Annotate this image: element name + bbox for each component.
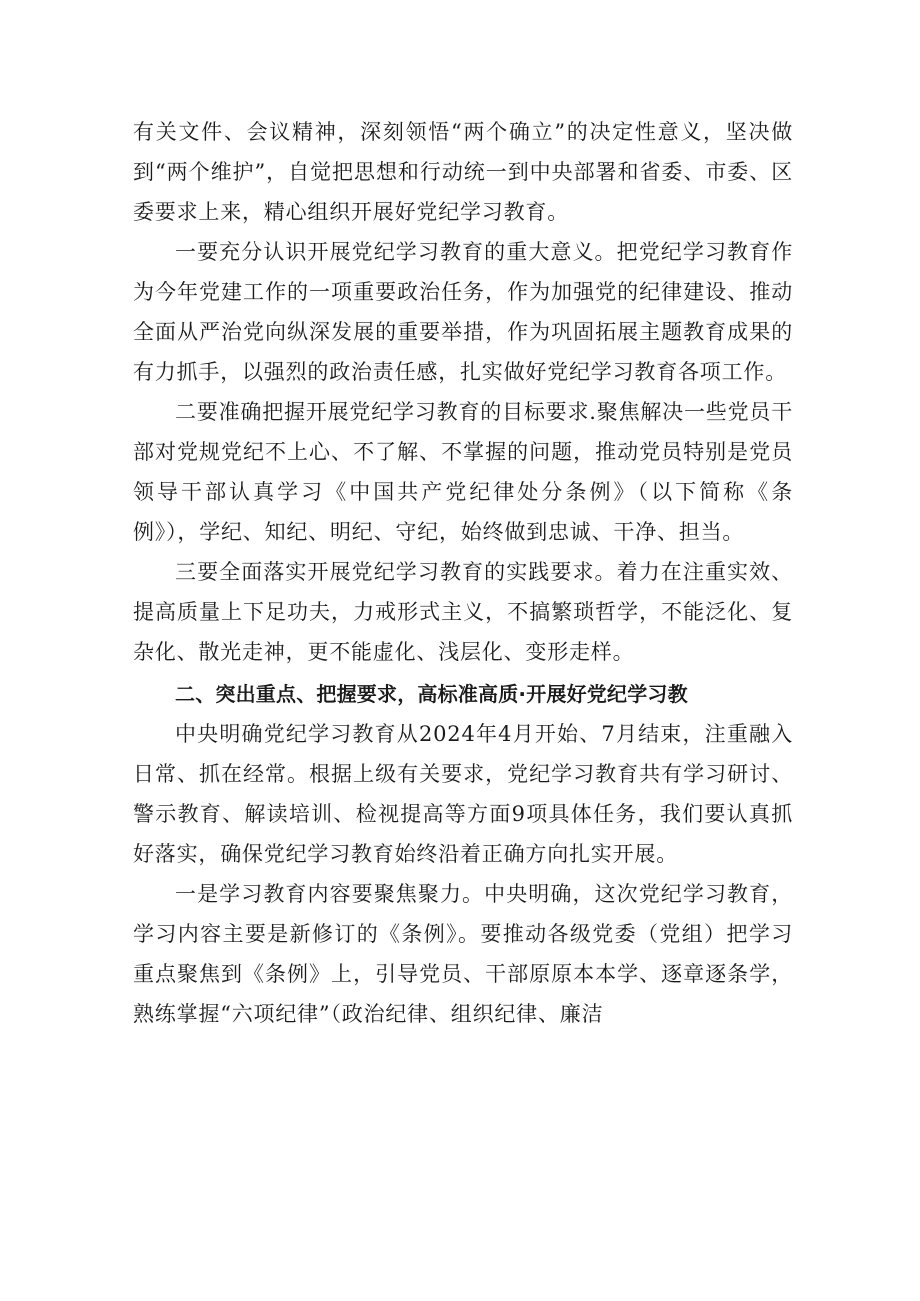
section-heading: 二、突出重点、把握要求，高标准高质·开展好党纪学习教	[175, 682, 688, 706]
paragraph-significance: 一要充分认识开展党纪学习教育的重大意义。把党纪学习教育作为今年党建工作的一项重要政治任务，作为加强党的纪律建设、推动全面从严治党向纵深发展的重要举措，作为巩固拓展主题教育成果的有力抓手，以强烈的政治责任感，扎实做好党纪学习教育各项工作。	[133, 240, 793, 384]
paragraph-practice: 三要全面落实开展党纪学习教育的实践要求。着力在注重实效、提高质量上下足功夫，力戒形式主义，不搞繁琐哲学，不能泛化、复杂化、散光走神，更不能虚化、浅层化、变形走样。	[133, 560, 793, 664]
paragraph-content-focus: 一是学习教育内容要聚焦聚力。中央明确，这次党纪学习教育，学习内容主要是新修订的《条例》。要推动各级党委（党组）把学习重点聚焦到《条例》上，引导党员、干部原原本本学、逐章逐条学，熟练掌握“六项纪律”（政治纪律、组织纪律、廉洁	[133, 882, 793, 1026]
paragraph-schedule: 中央明确党纪学习教育从2024年4月开始、7月结束，注重融入日常、抓在经常。根据上级有关要求，党纪学习教育共有学习研讨、警示教育、解读培训、检视提高等方面9项具体任务，我们要认真抓好落实，确保党纪学习教育始终沿着正确方向扎实开展。	[133, 722, 793, 866]
paragraph-continuation: 有关文件、会议精神，深刻领悟“两个确立”的决定性意义，坚决做到“两个维护”，自觉把思想和行动统一到中央部署和省委、市委、区委要求上来，精心组织开展好党纪学习教育。	[133, 120, 793, 224]
paragraph-objectives: 二要准确把握开展党纪学习教育的目标要求.聚焦解决一些党员干部对党规党纪不上心、不了解、不掌握的问题，推动党员特别是党员领导干部认真学习《中国共产党纪律处分条例》（以下简称《条例》），学纪、知纪、明纪、守纪，始终做到忠诚、干净、担当。	[133, 400, 793, 544]
document-page	[133, 112, 793, 1034]
